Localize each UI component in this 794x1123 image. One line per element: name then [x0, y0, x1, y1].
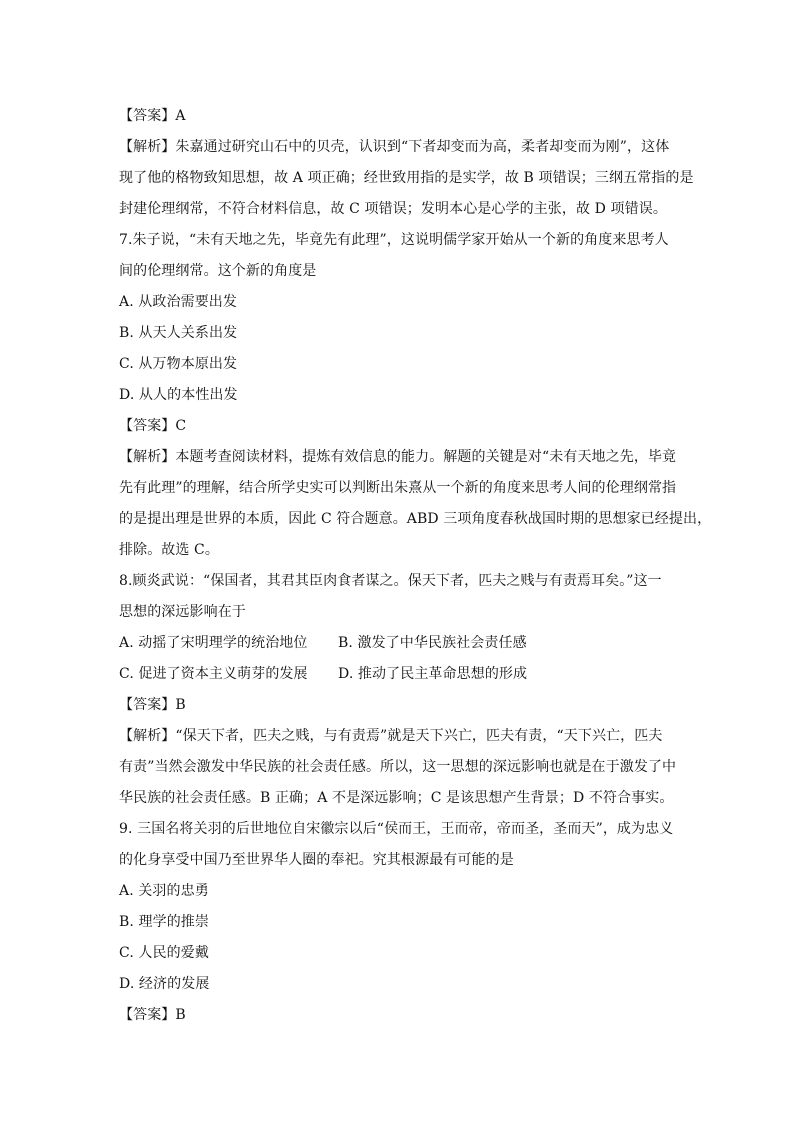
- q8-option-row: [119, 628, 679, 659]
- q6-analysis-line: 【解析】朱嘉通过研究山石中的贝壳，认识到“下者却变而为高，柔者却变而为刚”，这体: [119, 139, 670, 155]
- q6-analysis-line: 封建伦理纲常，不符合材料信息，故 C 项错误；发明本心是心学的主张，故 D 项错误。: [119, 201, 667, 217]
- q9-question-line: 的化身享受中国乃至世界华人圈的奉祀。究其根源最有可能的是: [119, 852, 514, 868]
- q6-analysis-line: 现了他的格物致知思想，故 A 项正确；经世致用指的是实学，故 B 项错误；三纲五常指的是: [119, 170, 694, 186]
- q9-option-d: D. 经济的发展: [119, 976, 210, 992]
- q7-question-line: 7.朱子说，“未有天地之先，毕竟先有此理”，这说明儒学家开始从一个新的角度来思考人: [119, 232, 669, 248]
- q8-question-line: 8.顾炎武说：“保国者，其君其臣肉食者谋之。保天下者，匹夫之贱与有责焉耳矣。”这一: [119, 573, 662, 589]
- q9-option-a: A. 关羽的忠勇: [119, 883, 209, 899]
- q8-analysis-line: 【解析】“保天下者，匹夫之贱，与有责焉”就是天下兴亡，匹夫有责，“天下兴亡，匹夫: [119, 728, 663, 744]
- q9-option-b: B. 理学的推崇: [119, 914, 209, 930]
- q8-option-d: D. 推动了民主革命思想的形成: [338, 666, 528, 682]
- q6-answer: 【答案】A: [119, 108, 186, 124]
- q7-option-c: C. 从万物本原出发: [119, 356, 238, 372]
- q8-option-b: B. 激发了中华民族社会责任感: [338, 635, 527, 651]
- q8-question-line: 思想的深远影响在于: [119, 604, 246, 620]
- q7-option-d: D. 从人的本性出发: [119, 387, 238, 403]
- q8-answer: 【答案】B: [119, 697, 186, 713]
- q7-analysis-line: 排除。故选 C。: [119, 542, 219, 558]
- q7-option-b: B. 从天人关系出发: [119, 325, 238, 341]
- q7-answer: 【答案】C: [119, 418, 187, 434]
- document-page: [119, 101, 712, 1031]
- q8-option-a: A. 动摇了宋明理学的统治地位: [119, 635, 308, 651]
- q8-analysis-line: 有责”当然会激发中华民族的社会责任感。所以，这一思想的深远影响也就是在于激发了中: [119, 759, 677, 775]
- q7-analysis-line: 先有此理”的理解，结合所学史实可以判断出朱熹从一个新的角度来思考人间的伦理纲常指: [119, 480, 677, 496]
- q7-analysis-line: 的是提出理是世界的本质，因此 C 符合题意。ABD 三项角度春秋战国时期的思想家已经提出，: [119, 511, 712, 527]
- q9-option-c: C. 人民的爱戴: [119, 945, 209, 961]
- q8-option-row: [119, 659, 679, 690]
- q9-question-line: 9. 三国名将关羽的后世地位自宋徽宗以后“侯而王，王而帝，帝而圣，圣而天”，成为忠义: [119, 821, 674, 837]
- q7-option-a: A. 从政治需要出发: [119, 294, 238, 310]
- q9-answer: 【答案】B: [119, 1007, 186, 1023]
- q8-option-c: C. 促进了资本主义萌芽的发展: [119, 666, 308, 682]
- q7-question-line: 间的伦理纲常。这个新的角度是: [119, 263, 317, 279]
- q7-analysis-line: 【解析】本题考查阅读材料，提炼有效信息的能力。解题的关键是对“未有天地之先，毕竟: [119, 449, 677, 465]
- q8-analysis-line: 华民族的社会责任感。B 正确；A 不是深远影响；C 是该思想产生背景；D 不符合事实。: [119, 790, 674, 806]
